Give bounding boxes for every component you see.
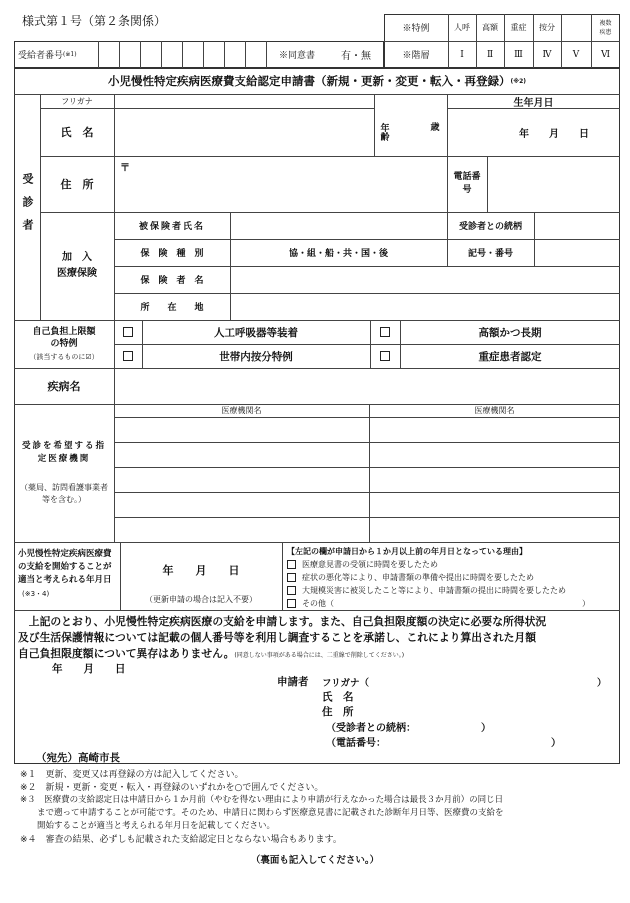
patient-section-label (14, 94, 40, 320)
phone-input[interactable] (488, 157, 619, 211)
special-header: 重症 (510, 23, 527, 32)
application-date[interactable]: 年 月 日 (52, 663, 126, 675)
name-input[interactable] (115, 109, 373, 155)
burden-option: 高額かつ長期 (478, 326, 542, 339)
reason-text: 大規模災害に被災したこと等により、申請書類の提出に時間を要したため (302, 586, 566, 595)
burden-checkbox[interactable] (370, 344, 400, 368)
reason-item[interactable] (287, 559, 438, 570)
renew-note: （更新申請の場合は記入不要） (145, 594, 257, 604)
facility-col-header: 医療機関名 (474, 406, 515, 415)
age-unit: 歳 (430, 122, 440, 133)
reason-item[interactable] (287, 598, 590, 609)
note: 開始することが適当と考えられる年月日を記載してください。 (20, 821, 276, 831)
reason-text: 症状の悪化等により、申請書類の準備や提出に時間を要したため (302, 573, 534, 582)
tier: Ⅲ (514, 49, 523, 60)
special-header: 人呼 (454, 23, 470, 32)
address-label: 住 所 (60, 178, 94, 191)
form-id: 様式第１号（第２条関係） (22, 14, 167, 28)
birth-header: 生年月日 (513, 97, 554, 109)
applicant-phone[interactable]: （電話番号： ） (326, 738, 561, 749)
facility-col-header: 医療機関名 (221, 406, 262, 415)
facility-sub: （薬局、訪問看護事業者等を含む。） (20, 483, 108, 504)
tier-label: ※階層 (402, 51, 430, 61)
recipient-number-label (18, 41, 77, 68)
tier: Ⅴ (572, 49, 580, 60)
burden-checkbox[interactable] (114, 344, 142, 368)
insurer-label: 保 険 者 名 (140, 276, 204, 286)
addressee: （宛先）高崎市長 (36, 752, 120, 764)
insurer-input[interactable] (231, 267, 619, 292)
start-label: 小児慢性特定疾病医療費の支給を開始することが適当と考えられる年月日 (18, 549, 112, 585)
insurance-type-label: 保 険 種 別 (140, 249, 204, 259)
tier: Ⅵ (600, 49, 611, 60)
furigana-input[interactable] (115, 95, 373, 107)
tier: Ⅱ (486, 49, 494, 60)
consent-label: ※同意書 (278, 51, 315, 61)
phone-label: 電話番号 (453, 172, 481, 195)
note: ※４ 審査の結果、必ずしも記載された支給認定日とならない場合もあります。 (20, 835, 342, 845)
relation-input[interactable] (535, 213, 619, 238)
note: ※１ 更新、変更又は再登録の方は記入してください。 (20, 770, 244, 780)
applicant-address[interactable]: 住 所 (322, 706, 354, 718)
note: ※３ 医療費の支給認定日は申請日から１か月前（やむを得ない理由により申請が行えなかった場合は最長３か月前）の同じ日 (20, 795, 504, 805)
recipient-number-input[interactable] (99, 42, 265, 67)
reason-text: 医療意見書の受領に時間を要したため (302, 560, 438, 569)
symbol-label: 記号・番号 (467, 249, 513, 259)
insurance-type-options[interactable]: 協・組・船・共・国・後 (288, 249, 388, 259)
special-header: 按分 (539, 23, 555, 32)
declaration-line: 及び生活保護情報については記載の個人番号等を利用し調査することを承諾し、これにより算出された月額 (18, 631, 537, 644)
reason-text: その他（ ） (302, 599, 590, 608)
start-date[interactable]: 年 月 日 (162, 564, 240, 577)
burden-option: 重症患者認定 (478, 350, 542, 363)
consent-value[interactable]: 有・無 (341, 51, 371, 62)
special-header: 高額 (482, 23, 498, 32)
facility-input[interactable] (370, 418, 619, 541)
postal-mark: 〒 (120, 163, 130, 174)
relation-label: 受診者との続柄 (458, 222, 522, 232)
declaration-small: (同意しない事項がある場合には、二重線で削除してください。) (234, 652, 405, 659)
reason-header: 【左記の欄が申請日から１か月以上前の年月日となっている理由】 (287, 547, 527, 556)
furigana-label: フリガナ (61, 96, 93, 106)
holder-input[interactable] (231, 213, 446, 238)
special-label: ※特例 (402, 24, 430, 34)
reason-item[interactable] (287, 585, 566, 596)
recipient-number-text: 受給者番号 (18, 51, 64, 61)
symbol-input[interactable] (535, 240, 619, 265)
applicant-name[interactable]: 氏 名 (322, 691, 354, 703)
burden-label: 自己負担上限額 の特例 (32, 327, 96, 349)
footer-note: （裏面も記入してください。） (250, 855, 380, 866)
insurance-section-label: 加 入 医療保険 (57, 252, 97, 279)
patient-section-text: 受診者 (21, 172, 34, 242)
applicant-label: 申請者 (277, 676, 309, 688)
birth-value[interactable]: 年 月 日 (519, 128, 589, 140)
special-header: 複数 疾患 (599, 19, 612, 36)
tier: Ⅳ (542, 49, 552, 60)
burden-section (14, 320, 114, 368)
burden-option: 人工呼吸器等装着 (214, 326, 298, 339)
start-note: (※3・4) (22, 590, 50, 598)
reason-item[interactable] (287, 572, 534, 583)
applicant-relation[interactable]: （受診者との続柄： ） (326, 723, 491, 734)
form-title-wrap (14, 68, 620, 94)
holder-label: 被保険者氏名 (138, 222, 205, 232)
facility-input[interactable] (115, 418, 368, 541)
form-title: 小児慢性特定疾病医療費支給認定申請書（新規・更新・変更・転入・再登録） (108, 74, 511, 88)
age-label: 年齢 (378, 123, 389, 141)
note: まで遡って申請することが可能です。そのため、申請日に関わらず医療意見書に記載された診断年月日等、医療費の支給を (20, 808, 504, 818)
applicant-furigana[interactable]: フリガナ（ ） (322, 678, 607, 689)
title-note: (※2) (510, 77, 526, 85)
burden-checkbox[interactable] (370, 320, 400, 344)
tier: Ⅰ (460, 49, 464, 60)
burden-hint: （該当するものに☑） (29, 353, 99, 361)
location-label: 所 在 地 (140, 303, 204, 313)
facility-label: 受診を希望する指定医療機関 (21, 441, 106, 464)
burden-checkbox[interactable] (114, 320, 142, 344)
name-label: 氏 名 (60, 126, 94, 139)
location-input[interactable] (231, 294, 619, 319)
burden-option: 世帯内按分特例 (219, 350, 293, 363)
declaration-line: 自己負担限度額について異存はありません。 (18, 647, 235, 660)
note: ※２ 新規・更新・変更・転入・再登録のいずれかを○で囲んでください。 (20, 783, 324, 793)
disease-input[interactable] (115, 369, 619, 403)
recipient-number-note: (※1) (63, 51, 77, 58)
address-input[interactable] (115, 172, 446, 210)
declaration-line: 上記のとおり、小児慢性特定疾病医療の支給を申請します。また、自己負担限度額の決定に必要な所得状況 (18, 615, 547, 628)
disease-label: 疾病名 (47, 380, 81, 393)
declaration-line-3 (18, 646, 404, 661)
